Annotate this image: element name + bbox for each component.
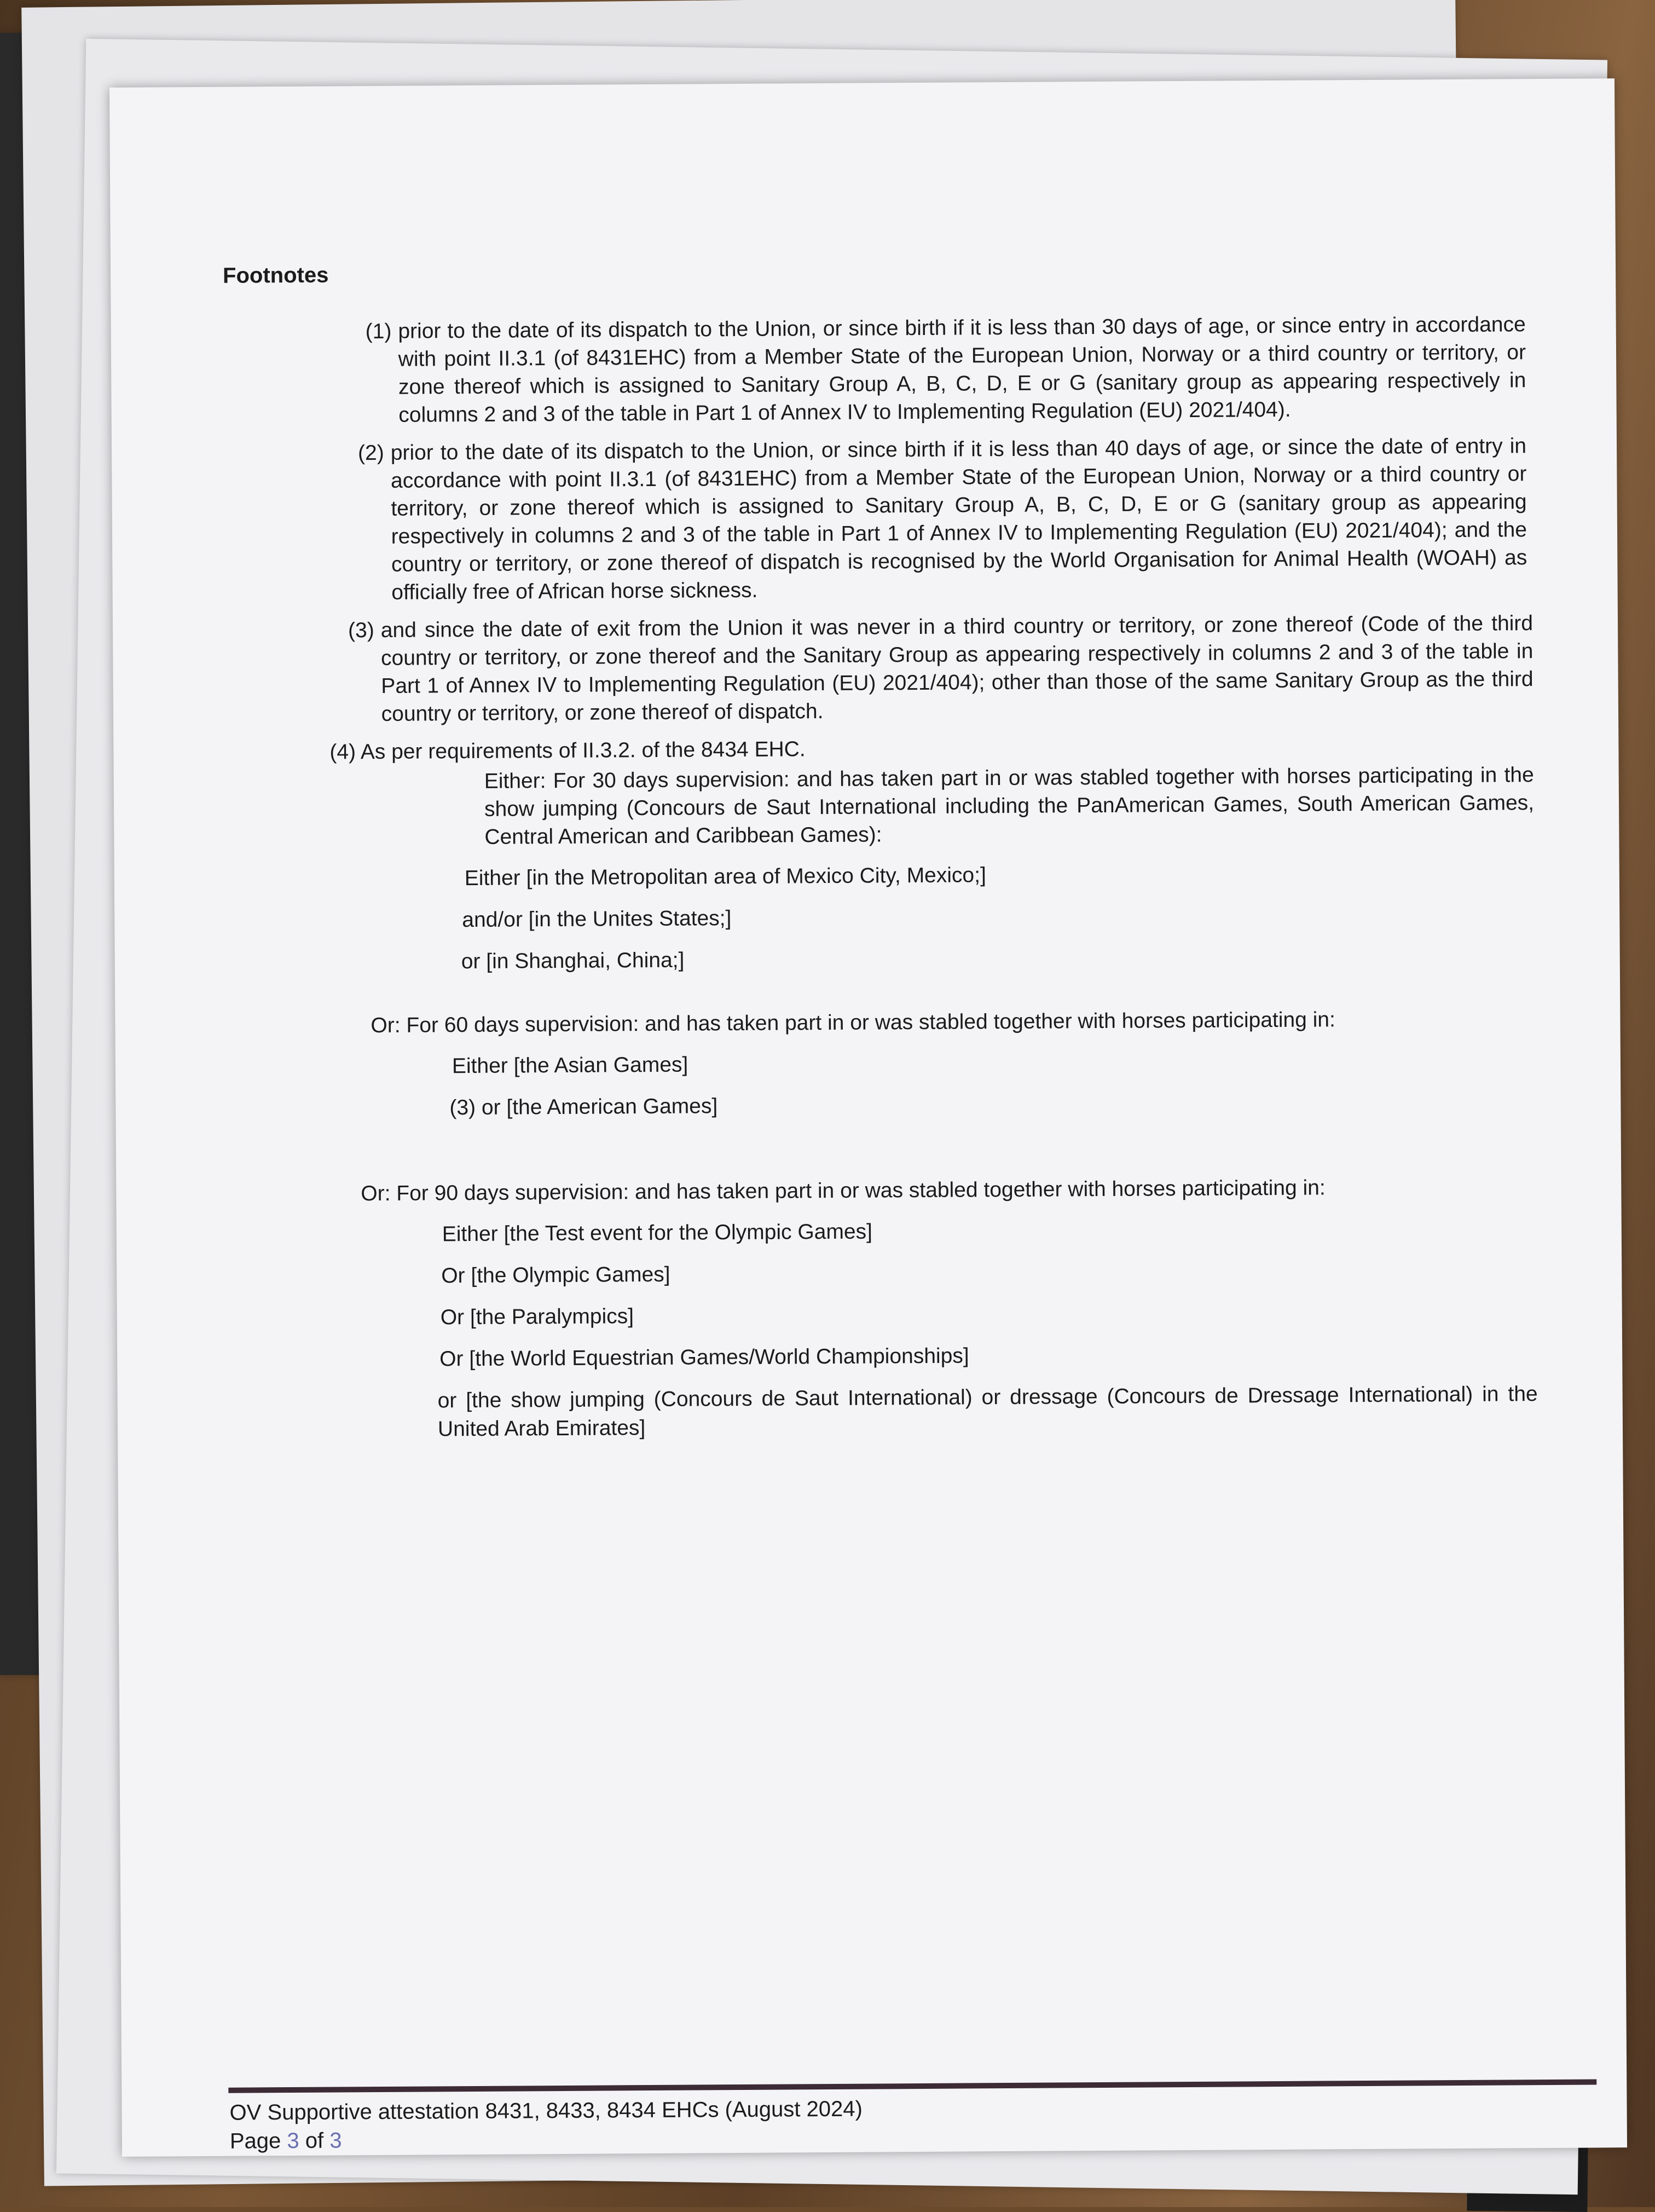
option-90-paralympics: Or [the Paralympics] [440, 1304, 634, 1330]
footer-document-title: OV Supportive attestation 8431, 8433, 8434 EHCs (August 2024) [229, 2097, 863, 2125]
footnote-3 [348, 609, 1534, 728]
footnote-number: (1) [365, 319, 392, 344]
option-60-american-games: (3) or [the American Games] [449, 1094, 718, 1120]
option-60-asian-games: Either [the Asian Games] [452, 1053, 688, 1078]
current-page: 3 [287, 2128, 299, 2153]
footnote-1 [366, 310, 1526, 429]
footer-divider [228, 2079, 1596, 2093]
footnote-4-title: (4) As per requirements of II.3.2. of the 8434 EHC. [329, 737, 806, 764]
page-footer [229, 2092, 1324, 2156]
footnote-text: prior to the date of its dispatch to the Union, or since birth if it is less than 30 days of age, or since entry in accordance with point II.3.1 (of 8431EHC) from a Member State of the European Union, Norway or a third country or territory, or zone thereof which is assigned to Sanitary Group A, B, C, D, E or G (sanitary group as appearing respectively in columns 2 and 3 of the table in Part 1 of Annex IV to Implementing Regulation (EU) 2021/404). [398, 313, 1526, 427]
total-pages: 3 [329, 2128, 342, 2153]
option-30-mexico: Either [in the Metropolitan area of Mexico City, Mexico;] [464, 863, 986, 891]
footnote-4 [329, 731, 1534, 852]
page-content [222, 254, 1538, 2153]
footnote-text: prior to the date of its dispatch to the Union, or since birth if it is less than 40 days of age, or since the date of entry in accordance with point II.3.1 (of 8431EHC) from a Member State of the European Union, Norway or a third country or territory, or zone thereof which is assigned to Sanitary Group A, B, C, D, E or G (sanitary group as appearing respectively in columns 2 and 3 of the table in Part 1 of Annex IV to Implementing Regulation (EU) 2021/404); and the country or territory, or zone thereof of dispatch is recognised by the World Organisation for Animal Health (WOAH) as officially free of African horse sickness. [390, 434, 1527, 604]
option-90-world-equestrian-games: Or [the World Equestrian Games/World Championships] [439, 1344, 969, 1371]
document-page [109, 78, 1627, 2157]
page-of: of [299, 2128, 330, 2153]
or-90-days-text: Or: For 90 days supervision: and has taken part in or was stabled together with horses participating in: [361, 1176, 1326, 1206]
option-30-united-states: and/or [in the Unites States;] [462, 906, 732, 932]
footnotes-heading: Footnotes [222, 263, 329, 288]
page-prefix: Page [229, 2129, 287, 2153]
footnote-number: (3) [348, 619, 374, 643]
option-90-test-event: Either [the Test event for the Olympic Games] [442, 1220, 873, 1246]
footnote-number: (2) [357, 441, 384, 465]
either-30-days-text: Either: For 30 days supervision: and has taken part in or was stabled together with horses participating in the show jumping (Concours de Saut International including the PanAmerican Games, South American Games, Central American and Caribbean Games): [484, 763, 1535, 849]
show-through-text [145, 1404, 1461, 1905]
footnote-2 [358, 432, 1527, 607]
or-60-days-text: Or: For 60 days supervision: and has taken part in or was stabled together with horses participating in: [371, 1008, 1336, 1038]
option-30-shanghai: or [in Shanghai, China;] [461, 948, 685, 974]
option-90-uae: or [the show jumping (Concours de Saut International) or dressage (Concours de Dressage International) in the United Arab Emirates] [437, 1382, 1538, 1441]
option-90-olympic-games: Or [the Olympic Games] [441, 1262, 670, 1288]
footnote-text: and since the date of exit from the Union it was never in a third country or territory, or zone thereof (Code of the third country or territory, or zone thereof and the Sanitary Group as appearing respectively in columns 2 and 3 of the table in Part 1 of Annex IV to Implementing Regulation (EU) 2021/404); other than those of the same Sanitary Group as the third country or territory, or zone thereof of dispatch. [380, 611, 1534, 726]
